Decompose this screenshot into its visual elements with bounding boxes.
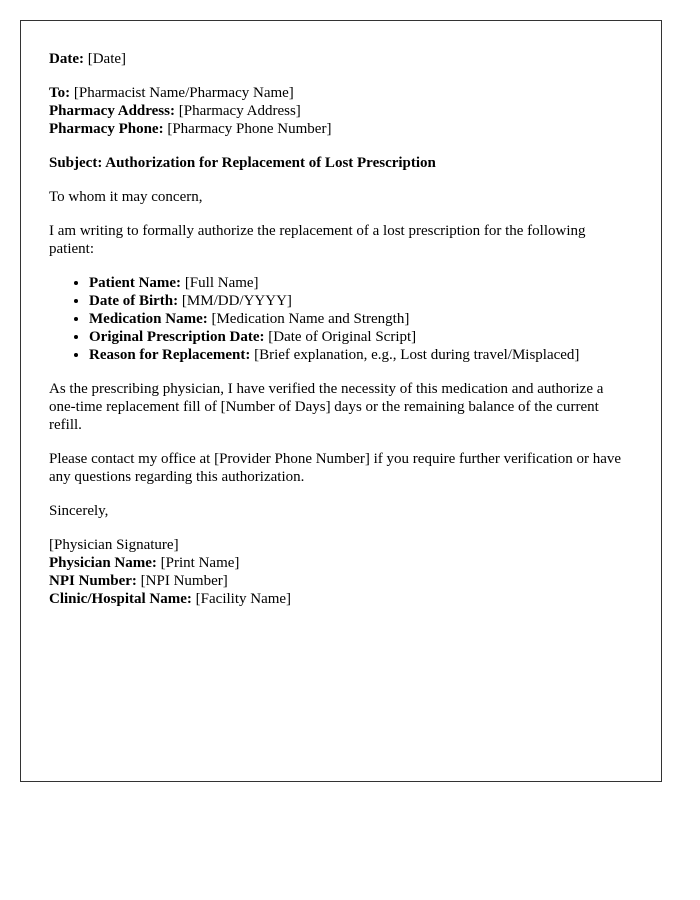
contact-paragraph: Please contact my office at [Provider Phone Number] if you require further verification or have any questions regarding this authorization.: [49, 451, 622, 485]
detail-value: [Full Name]: [181, 275, 259, 291]
npi-number-line: [49, 572, 633, 590]
clinic-name-value: [Facility Name]: [191, 591, 292, 607]
pharmacy-phone-line: [49, 120, 633, 138]
npi-number-label: NPI Number:: [49, 573, 137, 589]
pharmacy-address-line: [49, 102, 633, 120]
pharmacy-phone-value: [Pharmacy Phone Number]: [163, 121, 332, 137]
subject-line: [49, 154, 633, 172]
clinic-name-line: [49, 590, 633, 608]
date-label: Date:: [49, 51, 84, 67]
physician-name-label: Physician Name:: [49, 555, 157, 571]
physician-name-value: [Print Name]: [156, 555, 240, 571]
pharmacy-address-label: Pharmacy Address:: [49, 103, 175, 119]
detail-value: [Brief explanation, e.g., Lost during travel/Misplaced]: [250, 347, 580, 363]
list-item-original-prescription-date: [89, 328, 633, 346]
list-item-patient-name: [89, 274, 633, 292]
intro-paragraph: I am writing to formally authorize the replacement of a lost prescription for the following patient:: [49, 223, 586, 257]
list-item-medication-name: [89, 310, 633, 328]
date-line: [49, 50, 633, 68]
closing: Sincerely,: [49, 503, 109, 519]
detail-value: [MM/DD/YYYY]: [178, 293, 292, 309]
clinic-name-label: Clinic/Hospital Name:: [49, 591, 192, 607]
pharmacy-phone-label: Pharmacy Phone:: [49, 121, 164, 137]
to-label: To:: [49, 85, 71, 101]
recipient-to-line: [49, 84, 633, 102]
list-item-reason-for-replacement: [89, 346, 633, 364]
detail-label: Original Prescription Date:: [89, 329, 265, 345]
date-value: [Date]: [83, 51, 127, 67]
detail-label: Patient Name:: [89, 275, 182, 291]
detail-label: Reason for Replacement:: [89, 347, 251, 363]
signature-block: [49, 536, 633, 608]
detail-label: Date of Birth:: [89, 293, 179, 309]
detail-value: [Medication Name and Strength]: [207, 311, 410, 327]
npi-number-value: [NPI Number]: [136, 573, 228, 589]
detail-label: Medication Name:: [89, 311, 208, 327]
greeting: To whom it may concern,: [49, 189, 203, 205]
detail-value: [Date of Original Script]: [264, 329, 417, 345]
to-value: [Pharmacist Name/Pharmacy Name]: [70, 85, 294, 101]
pharmacy-address-value: [Pharmacy Address]: [174, 103, 301, 119]
list-item-date-of-birth: [89, 292, 633, 310]
recipient-block: [49, 84, 633, 138]
physician-name-line: [49, 554, 633, 572]
letter-page: [20, 20, 662, 782]
prescription-details-list: [49, 274, 633, 364]
subject-text: Subject: Authorization for Replacement of Lost Prescription: [49, 155, 436, 171]
physician-signature: [Physician Signature]: [49, 537, 179, 553]
authorization-paragraph: As the prescribing physician, I have verified the necessity of this medication and authorize a one-time replacement fill of [Number of Days] days or the remaining balance of the current refill.: [49, 381, 604, 433]
